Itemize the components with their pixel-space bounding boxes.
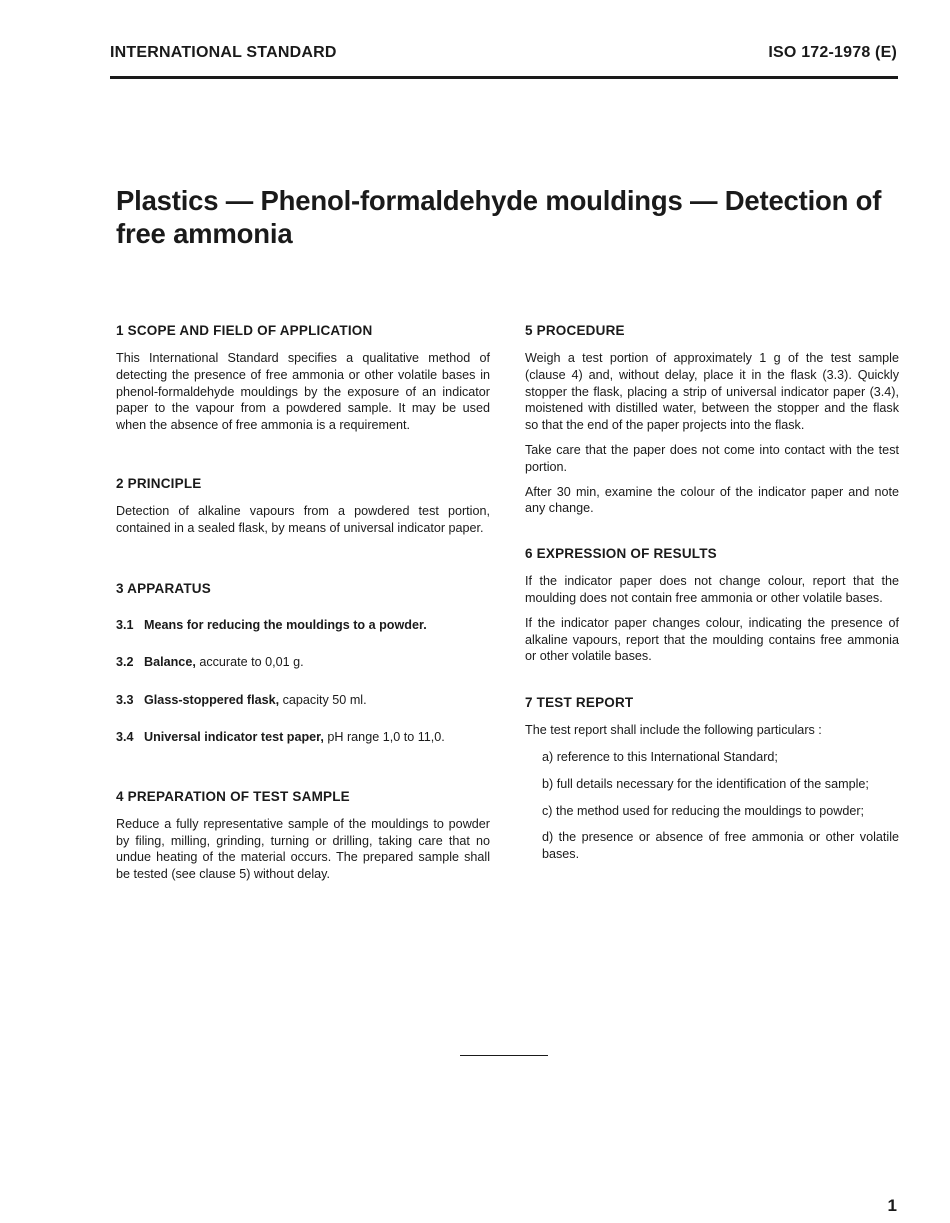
apparatus-item xyxy=(116,617,490,634)
section-2-heading: 2 PRINCIPLE xyxy=(116,475,202,491)
header-standard-label: INTERNATIONAL STANDARD xyxy=(110,44,337,61)
section-7-heading: 7 TEST REPORT xyxy=(525,695,634,711)
section-3-heading: 3 APPARATUS xyxy=(116,580,211,596)
end-rule xyxy=(460,1055,548,1056)
section-6-paragraph: If the indicator paper does not change colour, report that the moulding does not contain free ammonia or other volatile bases. xyxy=(525,574,899,605)
apparatus-item xyxy=(116,654,490,671)
apparatus-item-detail: pH range 1,0 to 11,0. xyxy=(323,729,445,744)
right-column xyxy=(525,322,899,863)
section-5-heading: 5 PROCEDURE xyxy=(525,323,625,338)
page-number: 1 xyxy=(887,1196,897,1215)
section-5-paragraph: After 30 min, examine the colour of the indicator paper and note any change. xyxy=(525,484,899,516)
apparatus-item-name: Universal indicator test paper, xyxy=(144,729,324,744)
apparatus-item-number: 3.3 xyxy=(116,693,134,708)
apparatus-item xyxy=(116,692,490,709)
section-6-heading: 6 EXPRESSION OF RESULTS xyxy=(525,546,717,562)
report-particular-item: d) the presence or absence of free ammonia or other volatile bases. xyxy=(542,830,899,862)
report-particular-item: b) full details necessary for the identification of the sample; xyxy=(542,776,869,791)
apparatus-item-number: 3.1 xyxy=(116,617,134,632)
apparatus-item-number: 3.4 xyxy=(116,729,134,744)
left-column xyxy=(116,322,490,883)
apparatus-item xyxy=(116,729,490,746)
apparatus-item-number: 3.2 xyxy=(116,655,134,670)
section-2-text: Detection of alkaline vapours from a powdered test portion, contained in a sealed flask, by means of universal indicator paper. xyxy=(116,503,490,535)
apparatus-item-name: Balance, xyxy=(144,655,196,670)
section-1-text: This International Standard specifies a qualitative method of detecting the presence of free ammonia or other volatile bases in phenol-formaldehyde mouldings by the exposure of an indicator paper to the vapour from a powdered sample. It may be used when the absence of free ammonia is a requirement. xyxy=(116,351,490,433)
apparatus-item-name: Glass-stoppered flask, xyxy=(144,693,280,708)
section-4-text: Reduce a fully representative sample of the mouldings to powder by filing, milling, grinding, turning or drilling, taking care that no undue heating of the material occurs. The prepared sample shall be tested (see clause 5) without delay. xyxy=(116,816,490,882)
section-6-paragraph: If the indicator paper changes colour, indicating the presence of alkaline vapours, report that the moulding contains free ammonia or other volatile bases. xyxy=(525,615,899,664)
apparatus-item-detail: accurate to 0,01 g. xyxy=(195,655,304,670)
header-rule xyxy=(110,76,898,79)
section-5-paragraph: Weigh a test portion of approximately 1 g of the test sample (clause 4) and, without delay, place it in the flask (3.3). Quickly stopper the flask, placing a strip of universal indicator paper (3.4), moistened with distilled water, between the stopper and the flask so that the end of the paper projects into the flask. xyxy=(525,351,899,433)
report-particulars-list xyxy=(525,749,899,863)
section-7-intro: The test report shall include the following particulars : xyxy=(525,723,822,738)
apparatus-item-name: Means for reducing the mouldings to a powder. xyxy=(144,617,427,632)
header-document-id: ISO 172-1978 (E) xyxy=(768,44,897,61)
section-1-heading: 1 SCOPE AND FIELD OF APPLICATION xyxy=(116,323,373,338)
document-title: Plastics — Phenol-formaldehyde mouldings — Detection of free ammonia xyxy=(116,185,882,249)
apparatus-item-detail: capacity 50 ml. xyxy=(279,693,367,708)
report-particular-item: a) reference to this International Standard; xyxy=(542,749,778,764)
section-4-heading: 4 PREPARATION OF TEST SAMPLE xyxy=(116,788,350,804)
report-particular-item: c) the method used for reducing the mouldings to powder; xyxy=(542,803,865,818)
section-5-paragraph: Take care that the paper does not come into contact with the test portion. xyxy=(525,442,899,474)
